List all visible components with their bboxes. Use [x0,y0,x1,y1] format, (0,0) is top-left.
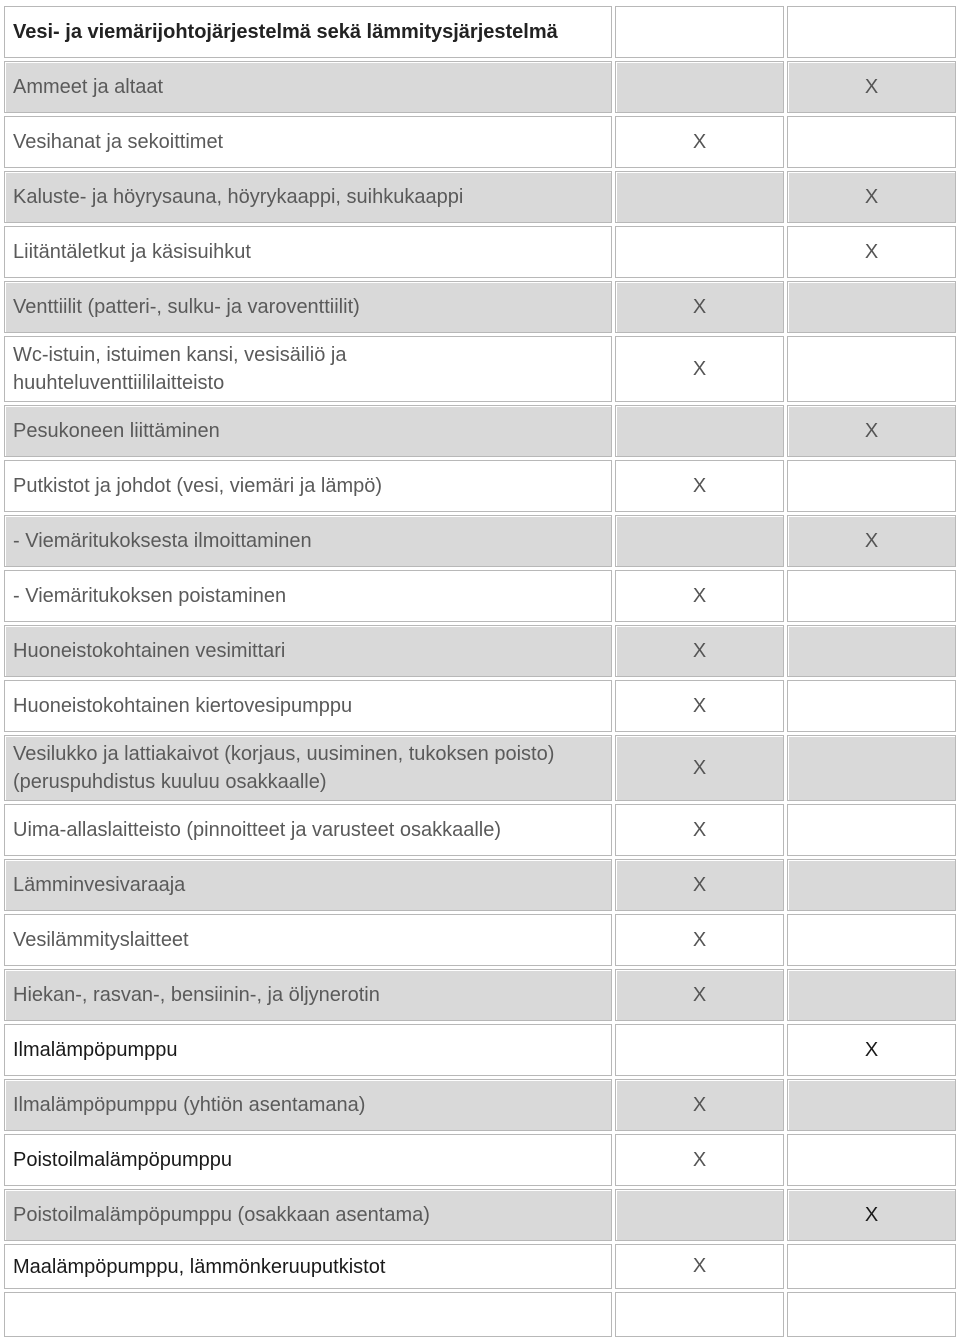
check-mark [616,62,783,112]
responsibility-cell-2 [787,1244,956,1289]
responsibility-cell-1 [615,226,784,278]
table-row [0,1244,960,1289]
check-mark: X [692,639,707,662]
responsibility-cell-1 [615,1244,784,1289]
responsibility-cell-1 [615,625,784,677]
responsibility-cell-1 [615,735,784,801]
item-label: Vesilämmityslaitteet [13,929,189,951]
responsibility-cell-1 [615,460,784,512]
check-mark [788,571,955,621]
item-label: Wc-istuin, istuimen kansi, vesisäiliö ja huuhteluventtiililaitteisto [13,344,347,394]
check-mark [788,681,955,731]
check-mark [616,406,783,456]
check-mark: X [692,873,707,896]
item-label: Huoneistokohtainen kiertovesipumppu [13,695,353,717]
item-cell [4,625,612,677]
responsibility-cell-1 [615,405,784,457]
item-label: Ilmalämpöpumppu [13,1039,178,1061]
item-cell [4,804,612,856]
table-row [0,914,960,966]
item-cell [4,859,612,911]
item-cell [4,680,612,732]
item-label: - Viemäritukoksesta ilmoittaminen [13,530,312,552]
item-label: Ammeet ja altaat [13,76,164,98]
item-label: Venttiilit (patteri-, sulku- ja varoventtiilit) [13,296,360,318]
table-row [0,1292,960,1337]
responsibility-cell-2 [787,460,956,512]
check-mark [788,117,955,167]
responsibility-cell-1 [615,804,784,856]
responsibility-cell-1 [615,515,784,567]
check-mark [788,736,955,800]
item-cell [4,1292,612,1337]
item-cell [4,61,612,113]
check-mark: X [692,1093,707,1116]
item-cell [4,1189,612,1241]
item-label: Huoneistokohtainen vesimittari [13,640,286,662]
check-mark: X [692,295,707,318]
check-mark: X [692,756,707,779]
item-cell [4,914,612,966]
item-label: Liitäntäletkut ja käsisuihkut [13,241,251,263]
table-row [0,336,960,402]
item-label: Poistoilmalämpöpumppu [13,1149,233,1171]
responsibility-cell-2 [787,336,956,402]
check-mark [788,1080,955,1130]
item-label: Vesihanat ja sekoittimet [13,131,224,153]
item-label: Poistoilmalämpöpumppu (osakkaan asentama) [13,1204,430,1226]
item-cell [4,336,612,402]
check-mark [616,1293,783,1336]
responsibility-cell-1 [615,859,784,911]
responsibility-cell-2 [787,281,956,333]
responsibility-cell-2 [787,61,956,113]
item-cell [4,515,612,567]
table-row [0,969,960,1021]
responsibility-cell-1 [615,336,784,402]
item-label [13,1293,605,1336]
table-row [0,680,960,732]
responsibility-cell-2 [787,570,956,622]
item-cell [4,969,612,1021]
check-mark: X [864,1203,879,1226]
responsibility-cell-2 [787,625,956,677]
responsibility-cell-1 [615,116,784,168]
table-row [0,1024,960,1076]
item-cell [4,1244,612,1289]
check-mark [788,7,955,57]
responsibility-cell-1 [615,61,784,113]
check-mark: X [692,584,707,607]
table-row [0,515,960,567]
check-mark [788,805,955,855]
item-label: Hiekan-, rasvan-, bensiinin-, ja öljynerotin [13,984,380,1006]
table-row [0,570,960,622]
responsibility-cell-2 [787,1079,956,1131]
responsibility-cell-2 [787,1292,956,1337]
check-mark: X [864,529,879,552]
item-cell [4,735,612,801]
responsibility-cell-2 [787,914,956,966]
check-mark [616,227,783,277]
responsibility-cell-2 [787,405,956,457]
responsibility-cell-2 [787,680,956,732]
item-cell [4,171,612,223]
table-row [0,6,960,58]
table-row [0,804,960,856]
check-mark [788,461,955,511]
table-row [0,735,960,801]
responsibility-cell-2 [787,1189,956,1241]
check-mark [616,7,783,57]
check-mark [788,970,955,1020]
item-label: Putkistot ja johdot (vesi, viemäri ja lämpö) [13,475,383,497]
check-mark: X [692,474,707,497]
check-mark: X [864,185,879,208]
responsibility-cell-2 [787,859,956,911]
check-mark: X [692,983,707,1006]
check-mark [788,915,955,965]
responsibility-cell-2 [787,1024,956,1076]
section-heading: Vesi- ja viemärijohtojärjestelmä sekä lämmitysjärjestelmä [13,21,558,43]
check-mark: X [692,1148,707,1171]
check-mark: X [692,928,707,951]
item-label: Ilmalämpöpumppu (yhtiön asentamana) [13,1094,366,1116]
table-row [0,625,960,677]
responsibility-cell-1 [615,6,784,58]
item-cell [4,1024,612,1076]
responsibility-cell-1 [615,1189,784,1241]
check-mark [616,516,783,566]
check-mark [788,1245,955,1288]
item-cell [4,1134,612,1186]
item-label: Kaluste- ja höyrysauna, höyrykaappi, suihkukaappi [13,186,464,208]
check-mark [788,626,955,676]
check-mark: X [692,818,707,841]
item-cell [4,281,612,333]
check-mark: X [864,1038,879,1061]
responsibility-cell-2 [787,171,956,223]
responsibility-cell-1 [615,1079,784,1131]
check-mark: X [692,694,707,717]
responsibility-cell-2 [787,116,956,168]
responsibility-cell-1 [615,969,784,1021]
item-label: - Viemäritukoksen poistaminen [13,585,287,607]
table-row [0,116,960,168]
item-cell [4,1079,612,1131]
item-cell [4,405,612,457]
item-cell [4,226,612,278]
table-row [0,405,960,457]
item-cell [4,460,612,512]
item-label: Vesilukko ja lattiakaivot (korjaus, uusiminen, tukoksen poisto) (peruspuhdistus kuuluu osakkaalle) [13,743,555,793]
check-mark: X [692,130,707,153]
table-row [0,61,960,113]
responsibility-cell-1 [615,1292,784,1337]
responsibility-cell-2 [787,804,956,856]
item-label: Lämminvesivaraaja [13,874,186,896]
check-mark: X [692,357,707,380]
responsibility-cell-1 [615,570,784,622]
check-mark [788,282,955,332]
check-mark: X [692,1255,707,1277]
responsibility-cell-2 [787,226,956,278]
check-mark [616,1025,783,1075]
item-label: Uima-allaslaitteisto (pinnoitteet ja varusteet osakkaalle) [13,819,502,841]
responsibility-cell-2 [787,969,956,1021]
check-mark [788,1293,955,1336]
item-cell [4,6,612,58]
responsibility-cell-1 [615,1024,784,1076]
responsibility-cell-1 [615,281,784,333]
item-label: Maalämpöpumppu, lämmönkeruuputkistot [13,1255,386,1278]
item-label: Pesukoneen liittäminen [13,420,220,442]
table-row [0,226,960,278]
table-row [0,281,960,333]
check-mark [616,1190,783,1240]
table-row [0,859,960,911]
responsibility-cell-2 [787,515,956,567]
check-mark [788,337,955,401]
responsibility-cell-1 [615,914,784,966]
table-row [0,1189,960,1241]
table-row [0,171,960,223]
check-mark [616,172,783,222]
check-mark [788,1135,955,1185]
check-mark: X [864,75,879,98]
item-cell [4,570,612,622]
check-mark: X [864,240,879,263]
table-row [0,1134,960,1186]
responsibility-cell-2 [787,6,956,58]
table-row [0,1079,960,1131]
responsibility-cell-2 [787,1134,956,1186]
responsibility-cell-1 [615,1134,784,1186]
responsibility-cell-2 [787,735,956,801]
responsibility-cell-1 [615,171,784,223]
responsibility-cell-1 [615,680,784,732]
item-cell [4,116,612,168]
table-row [0,460,960,512]
check-mark [788,860,955,910]
check-mark: X [864,419,879,442]
